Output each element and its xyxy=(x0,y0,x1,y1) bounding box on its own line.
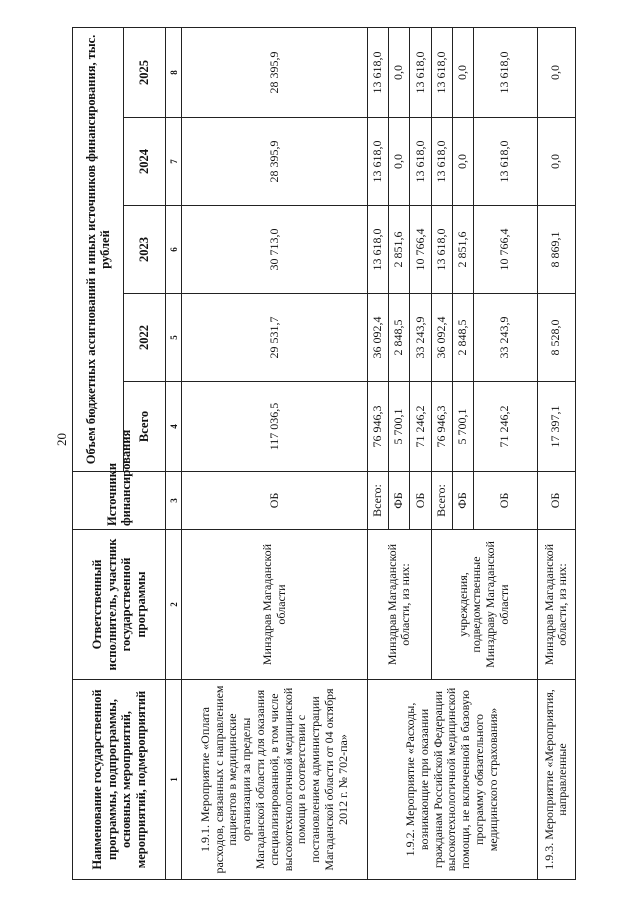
amount-2025: 0,0 xyxy=(452,27,473,117)
amount-2023: 13 618,0 xyxy=(431,206,452,294)
header-funding-volume: Объем бюджетных ассигнований и иных источников финансирования, тыс. рублей xyxy=(73,27,124,471)
header-funding-source: Источники финансирования xyxy=(73,472,166,530)
table-row xyxy=(367,27,388,879)
amount-2022: 36 092,4 xyxy=(431,294,452,382)
table-row xyxy=(537,27,575,879)
header-2022: 2022 xyxy=(123,294,165,382)
amount-total: 76 946,3 xyxy=(367,382,388,472)
amount-total: 71 246,2 xyxy=(474,382,538,472)
column-number-row xyxy=(166,27,182,879)
amount-2022: 29 531,7 xyxy=(182,294,368,382)
amount-2023: 13 618,0 xyxy=(367,206,388,294)
funding-source: ОБ xyxy=(410,472,431,530)
amount-2024: 13 618,0 xyxy=(367,118,388,206)
funding-source: ФБ xyxy=(452,472,473,530)
amount-total: 71 246,2 xyxy=(410,382,431,472)
executor: Минздрав Магаданской области, из них: xyxy=(367,530,431,680)
amount-2022: 33 243,9 xyxy=(474,294,538,382)
amount-2022: 8 528,0 xyxy=(537,294,575,382)
activity-name: 1.9.1. Мероприятие «Оплата расходов, связанных с направлением пациентов в медицинские организации за пределы Магаданской области для оказания специализированной, в том числе высокотехнологичной медицинской помощи в соответствии с постановлением администрации Магаданской области от 04 октября 2012 г. № 702-па» xyxy=(182,680,368,880)
column-number: 7 xyxy=(166,118,182,206)
funding-source: ОБ xyxy=(182,472,368,530)
header-2023: 2023 xyxy=(123,206,165,294)
amount-2023: 10 766,4 xyxy=(410,206,431,294)
amount-2024: 13 618,0 xyxy=(431,118,452,206)
column-number: 8 xyxy=(166,27,182,117)
amount-2024: 0,0 xyxy=(389,118,410,206)
amount-total: 117 036,5 xyxy=(182,382,368,472)
amount-2023: 10 766,4 xyxy=(474,206,538,294)
executor: учреждения, подведомственные Минздраву Магаданской области xyxy=(431,530,537,680)
header-total: Всего xyxy=(123,382,165,472)
page-number: 20 xyxy=(54,433,69,446)
amount-2025: 13 618,0 xyxy=(410,27,431,117)
header-2024: 2024 xyxy=(123,118,165,206)
table-row xyxy=(182,27,368,879)
funding-source: ОБ xyxy=(537,472,575,530)
header-2025: 2025 xyxy=(123,27,165,117)
header-program-name: Наименование государственной программы, подпрограммы, основных мероприятий, мероприятий, подмероприятий xyxy=(73,680,166,880)
amount-total: 5 700,1 xyxy=(389,382,410,472)
funding-source: Всего: xyxy=(431,472,452,530)
rotated-table-wrapper xyxy=(72,28,576,880)
amount-2022: 36 092,4 xyxy=(367,294,388,382)
amount-2025: 0,0 xyxy=(537,27,575,117)
column-number: 3 xyxy=(166,472,182,530)
amount-2024: 0,0 xyxy=(452,118,473,206)
amount-2024: 13 618,0 xyxy=(474,118,538,206)
executor: Минздрав Магаданской области xyxy=(182,530,368,680)
amount-2025: 13 618,0 xyxy=(474,27,538,117)
amount-2024: 0,0 xyxy=(537,118,575,206)
column-number: 4 xyxy=(166,382,182,472)
amount-2023: 8 869,1 xyxy=(537,206,575,294)
column-number: 1 xyxy=(166,680,182,880)
column-number: 5 xyxy=(166,294,182,382)
column-number: 6 xyxy=(166,206,182,294)
amount-2023: 30 713,0 xyxy=(182,206,368,294)
amount-2025: 13 618,0 xyxy=(367,27,388,117)
amount-total: 17 397,1 xyxy=(537,382,575,472)
amount-2025: 0,0 xyxy=(389,27,410,117)
activity-name: 1.9.3. Мероприятие «Мероприятия, направленные xyxy=(537,680,575,880)
header-executor: Ответственный исполнитель, участник государственной программы xyxy=(73,530,166,680)
amount-2024: 28 395,9 xyxy=(182,118,368,206)
activity-name: 1.9.2. Мероприятие «Расходы, возникающие при оказании гражданам Российской Федерации высокотехнологичной медицинской помощи, не включенной в базовую программу обязательного медицинского страхования» xyxy=(367,680,537,880)
amount-total: 76 946,3 xyxy=(431,382,452,472)
executor: Минздрав Магаданской области, из них: xyxy=(537,530,575,680)
amount-2023: 2 851,6 xyxy=(452,206,473,294)
column-number: 2 xyxy=(166,530,182,680)
funding-source: Всего: xyxy=(367,472,388,530)
amount-2023: 2 851,6 xyxy=(389,206,410,294)
funding-source: ФБ xyxy=(389,472,410,530)
funding-source: ОБ xyxy=(474,472,538,530)
amount-2025: 13 618,0 xyxy=(431,27,452,117)
funding-table xyxy=(72,27,576,880)
amount-total: 5 700,1 xyxy=(452,382,473,472)
amount-2022: 33 243,9 xyxy=(410,294,431,382)
amount-2025: 28 395,9 xyxy=(182,27,368,117)
amount-2024: 13 618,0 xyxy=(410,118,431,206)
amount-2022: 2 848,5 xyxy=(452,294,473,382)
amount-2022: 2 848,5 xyxy=(389,294,410,382)
